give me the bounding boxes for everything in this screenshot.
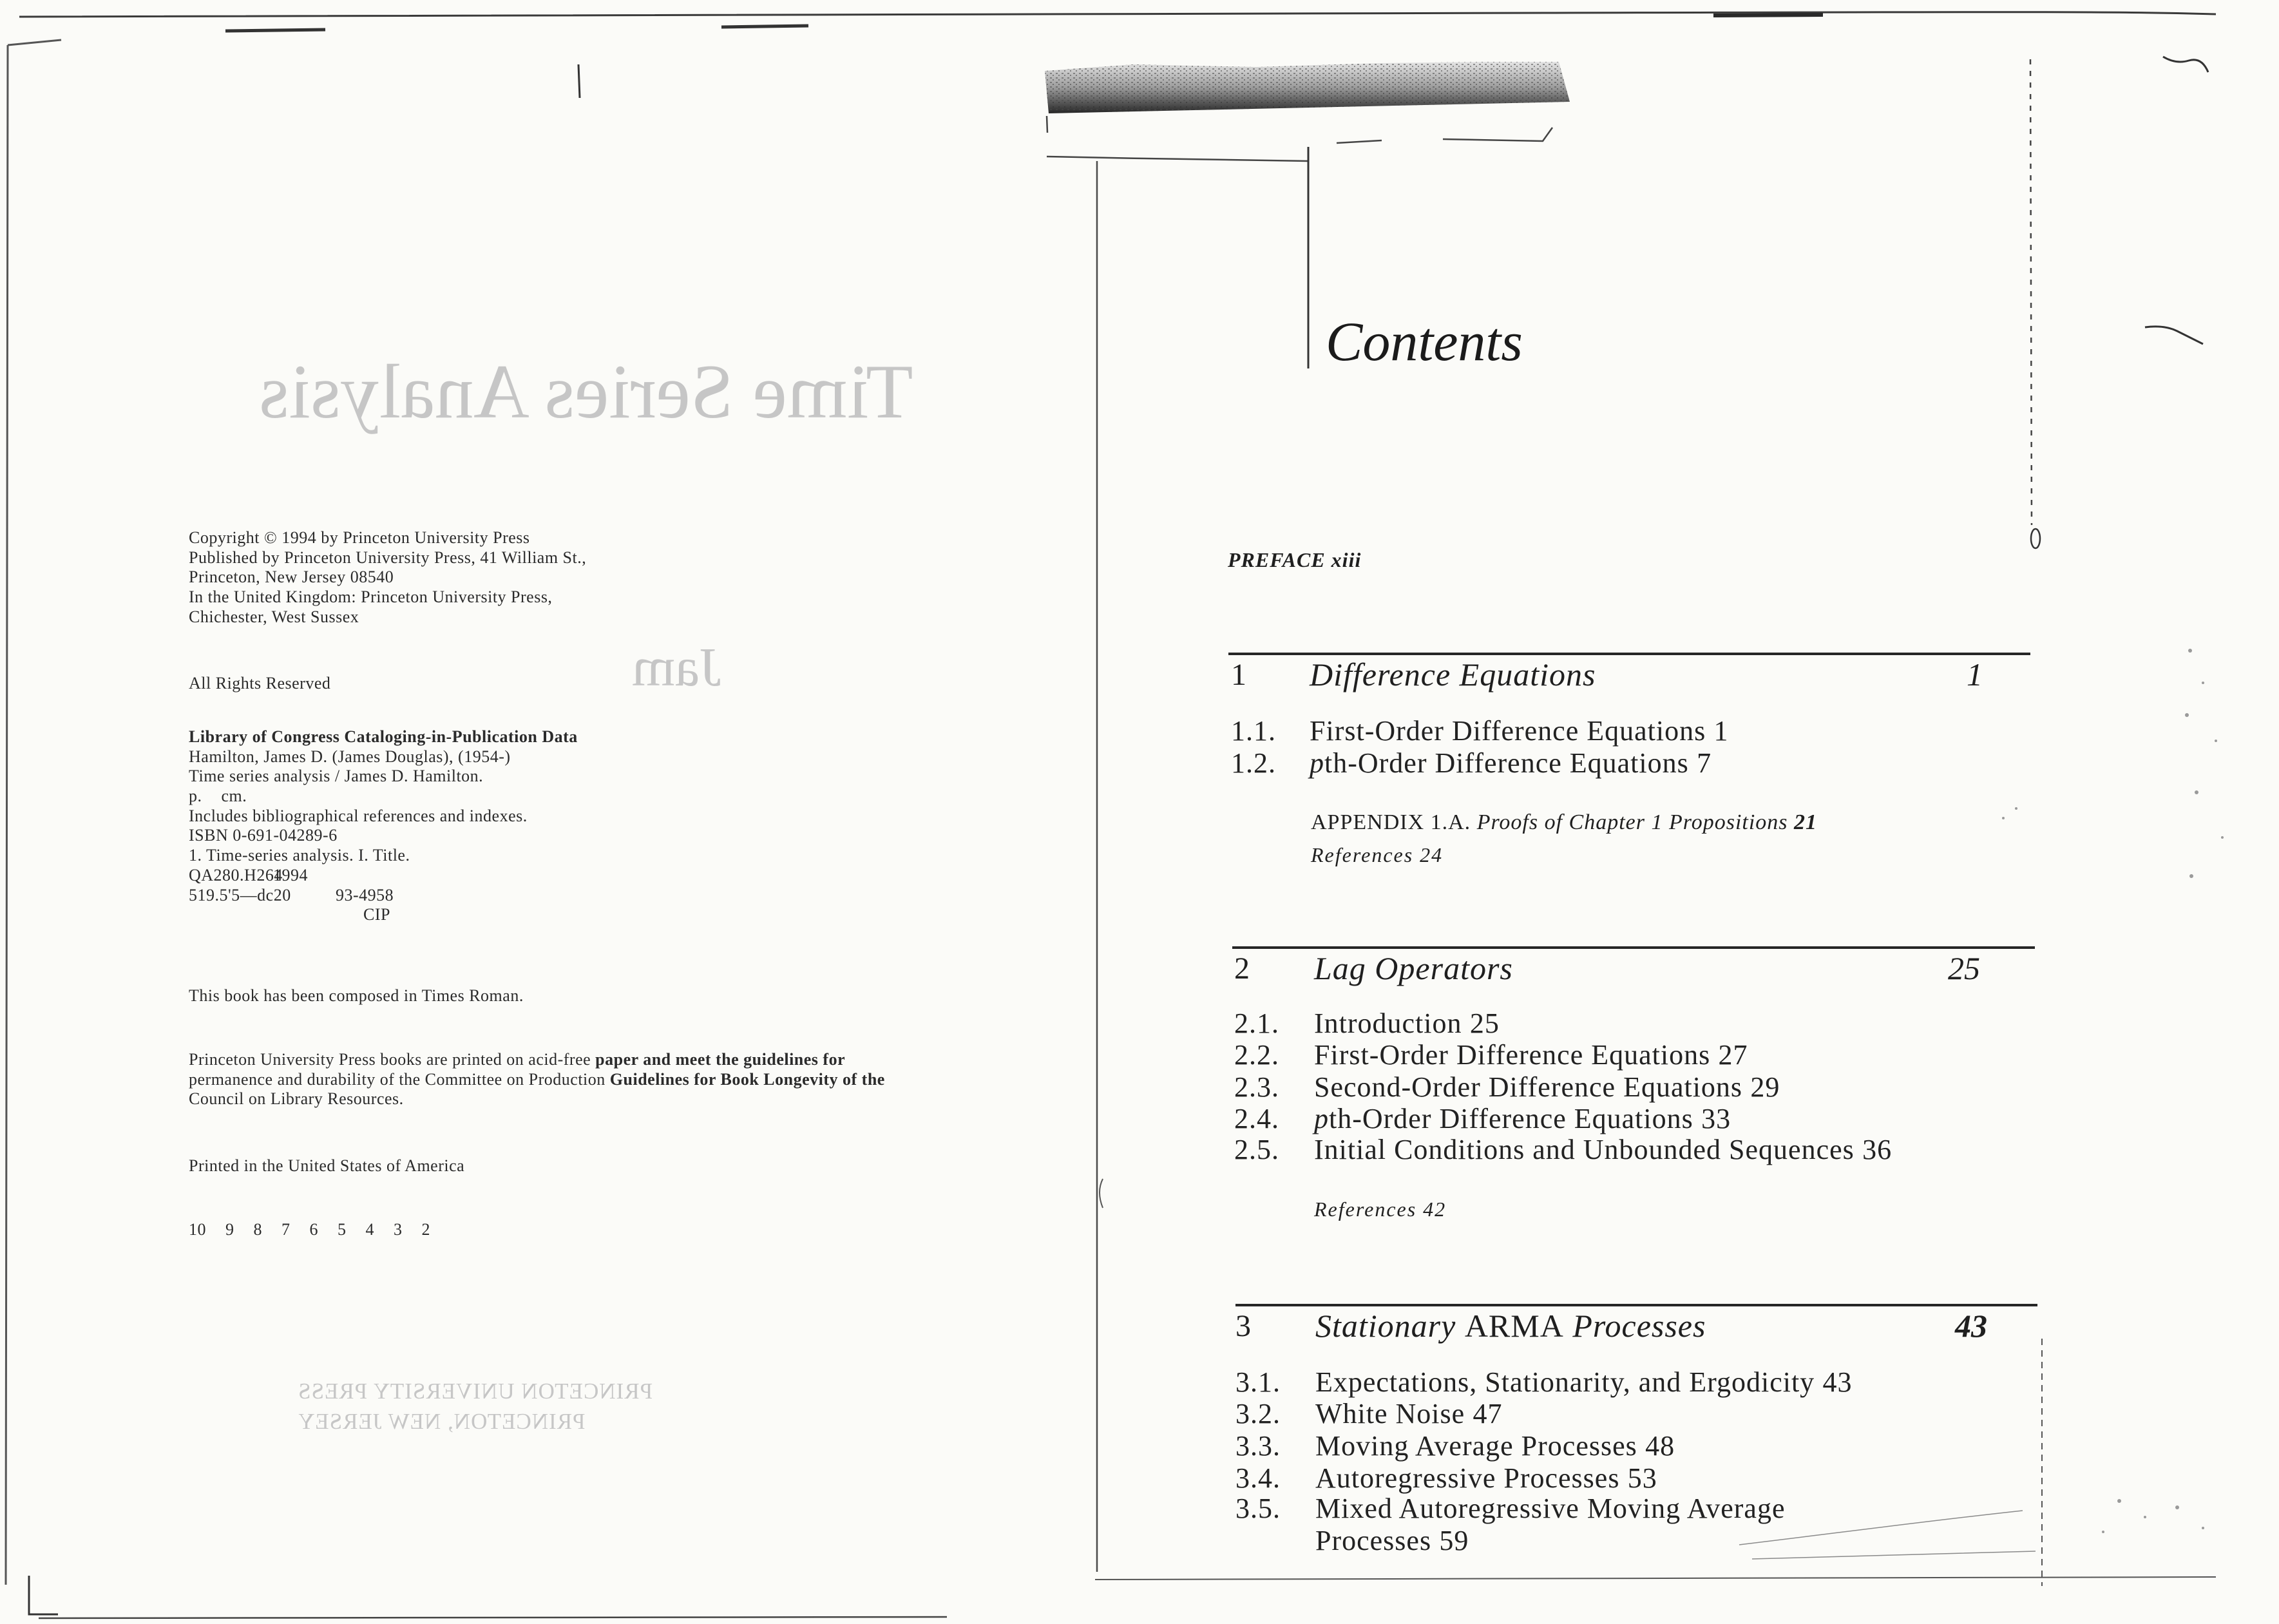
references-label: References <box>1311 843 1414 866</box>
section-title-italic-prefix: p <box>1314 1103 1329 1134</box>
cip-line: Time series analysis / James D. Hamilton. <box>189 767 484 786</box>
section-number: 2.2. <box>1234 1039 1279 1071</box>
chapter-page: 25 <box>1948 950 1980 986</box>
section-number: 2.4. <box>1234 1103 1279 1134</box>
section-number: 1.1. <box>1231 715 1276 747</box>
edge-squiggle <box>2163 57 2208 72</box>
left-edge-line <box>6 40 61 1585</box>
section-number: 3.5. <box>1235 1493 1281 1524</box>
section-title-continued: Processes <box>1315 1525 1432 1556</box>
cip-lccn: 93-4958 <box>336 885 394 904</box>
cip-heading: Library of Congress Cataloging-in-Publication Data <box>189 727 578 746</box>
cip-block <box>189 727 578 925</box>
section-number: 2.3. <box>1234 1071 1279 1103</box>
section-title-line <box>1314 1073 1780 1102</box>
section-title: th-Order Difference Equations <box>1324 747 1689 779</box>
section-page: 7 <box>1697 747 1712 779</box>
cip-call-number-line <box>189 866 578 886</box>
chapter-title: Difference Equations <box>1310 656 1596 693</box>
chapter-title: Lag Operators <box>1314 950 1513 986</box>
appendix-title: Proofs of Chapter 1 Propositions <box>1476 810 1788 834</box>
edge-speckles <box>2002 649 2224 1533</box>
composition-note <box>189 986 524 1006</box>
printed-in <box>189 1156 464 1176</box>
section-number: 3.2. <box>1235 1398 1281 1429</box>
chapter-rule <box>1228 653 2030 655</box>
chapter-page: 43 <box>1955 1308 1987 1344</box>
section-title: Introduction <box>1314 1008 1462 1039</box>
paper-note-line <box>189 1050 885 1070</box>
bleed-through-press-line: PRINCETON, NEW JERSEY <box>298 1409 586 1434</box>
section-title-italic-prefix: p <box>1310 747 1324 779</box>
cip-line: Includes bibliographical references and indexes. <box>189 806 528 825</box>
section-title: First-Order Difference Equations <box>1310 715 1706 747</box>
cip-line: Hamilton, James D. (James Douglas), (1954-) <box>189 747 511 766</box>
section-page: 59 <box>1439 1525 1469 1556</box>
references-entry <box>1314 1199 1446 1219</box>
paper-note-text: Council on Library Resources. <box>189 1089 404 1109</box>
chapter-number: 3 <box>1235 1309 1251 1343</box>
copyright-line: In the United Kingdom: Princeton University Press, <box>189 588 553 607</box>
section-title: First-Order Difference Equations <box>1314 1039 1711 1071</box>
section-title: Second-Order Difference Equations <box>1314 1071 1743 1103</box>
section-page: 43 <box>1822 1366 1853 1398</box>
section-title-line <box>1315 1400 1502 1428</box>
section-number: 2.5. <box>1234 1134 1279 1165</box>
section-title-line <box>1315 1432 1675 1460</box>
rights-statement <box>189 674 330 694</box>
appendix-label: APPENDIX 1.A. <box>1311 810 1471 834</box>
chapter-title-part: Processes <box>1572 1308 1706 1344</box>
appendix-page: 21 <box>1794 810 1818 834</box>
chapter-page: 1 <box>1967 656 1983 693</box>
section-page: 25 <box>1469 1008 1500 1039</box>
section-title-line <box>1315 1464 1657 1493</box>
chapter-number: 2 <box>1234 951 1250 986</box>
section-page: 33 <box>1701 1103 1731 1134</box>
printed-in-text: Printed in the United States of America <box>189 1156 465 1175</box>
paper-note-text: permanence and durability of the Committee on Production <box>189 1069 610 1089</box>
section-title: th-Order Difference Equations <box>1329 1103 1693 1134</box>
paper-note <box>189 1050 885 1109</box>
section-title: Moving Average Processes <box>1315 1430 1637 1462</box>
preface-page: xiii <box>1331 548 1362 571</box>
paper-note-line <box>189 1089 885 1109</box>
edge-squiggle <box>2145 327 2203 344</box>
section-title: Expectations, Stationarity, and Ergodicity <box>1315 1366 1815 1398</box>
top-border-line <box>19 12 2216 17</box>
section-page: 53 <box>1627 1462 1657 1494</box>
copyright-line: Princeton, New Jersey 08540 <box>189 568 394 587</box>
section-page: 27 <box>1718 1039 1748 1071</box>
section-number: 1.2. <box>1231 747 1276 779</box>
section-number: 3.3. <box>1235 1430 1281 1462</box>
bottom-corner-mark <box>29 1576 58 1614</box>
section-title-line <box>1315 1527 1469 1555</box>
paper-note-bold-text: Guidelines for Book Longevity of the <box>609 1069 885 1089</box>
tape-underlines <box>1047 116 1552 161</box>
section-page: 29 <box>1750 1071 1780 1103</box>
tape-scan-noise <box>1045 62 1570 113</box>
section-page: 48 <box>1645 1430 1675 1462</box>
cip-call-year: 1994 <box>273 865 308 884</box>
cip-line: ISBN 0-691-04289-6 <box>189 826 338 845</box>
printing-numbers: 10 9 8 7 6 5 4 3 2 <box>189 1220 430 1239</box>
section-title: Autoregressive Processes <box>1315 1462 1620 1494</box>
bottom-right-line <box>1095 1577 2216 1580</box>
section-title-line <box>1314 1009 1500 1038</box>
rights-text: All Rights Reserved <box>189 674 331 693</box>
section-title: Mixed Autoregressive Moving Average <box>1315 1493 1786 1524</box>
references-page: 42 <box>1423 1198 1447 1221</box>
left-page-mark <box>578 64 580 98</box>
cip-dewey-line <box>189 886 578 906</box>
copyright-block <box>189 528 586 627</box>
top-border-smudge <box>721 26 808 27</box>
references-entry <box>1311 845 1443 865</box>
section-title-line <box>1314 1041 1748 1069</box>
chapter-number: 1 <box>1231 658 1246 692</box>
right-dotted-line <box>2030 59 2032 525</box>
section-title: Initial Conditions and Unbounded Sequences <box>1314 1134 1855 1165</box>
section-title-line <box>1314 1105 1731 1133</box>
section-number: 3.4. <box>1235 1462 1281 1494</box>
paper-note-line <box>189 1070 885 1090</box>
copyright-line: Published by Princeton University Press, 41 William St., <box>189 548 587 567</box>
cip-call-number: QA280.H264 <box>189 865 283 884</box>
references-label: References <box>1314 1198 1417 1221</box>
gutter-bracket-mark <box>1100 1179 1103 1208</box>
chapter-title-part: Stationary <box>1315 1308 1456 1344</box>
appendix-entry <box>1311 812 1817 834</box>
section-page: 36 <box>1862 1134 1893 1165</box>
chapter-title <box>1315 1310 1706 1342</box>
preface-label: PREFACE <box>1228 548 1326 571</box>
section-title-line <box>1310 717 1729 745</box>
bleed-through-author: Jam <box>632 636 721 698</box>
chapter-rule <box>1235 1304 2037 1306</box>
cip-dewey: 519.5'5—dc20 <box>189 885 291 904</box>
page-title: Contents <box>1326 310 1523 372</box>
tape-scan-strip <box>1045 62 1570 113</box>
section-title-line <box>1314 1136 1892 1164</box>
chapter-title-part: ARMA <box>1464 1308 1564 1344</box>
paper-note-bold-text: paper and meet the guidelines for <box>595 1050 846 1069</box>
cip-line: 1. Time-series analysis. I. Title. <box>189 846 410 865</box>
references-page: 24 <box>1420 843 1444 866</box>
paper-note-text: Princeton University Press books are printed on acid-free <box>189 1050 596 1069</box>
section-title-line <box>1310 749 1712 778</box>
chapter-rule <box>1232 946 2035 949</box>
section-page: 1 <box>1713 715 1729 747</box>
bleed-through-title: Time Series Analysis <box>259 349 913 434</box>
copyright-line: Chichester, West Sussex <box>189 607 359 626</box>
printing-line <box>189 1220 430 1240</box>
bottom-left-line <box>39 1617 947 1618</box>
bleed-through-press-line: PRINCETON UNIVERSITY PRESS <box>298 1379 653 1404</box>
cip-line: p. cm. <box>189 787 247 806</box>
section-title: White Noise <box>1315 1398 1465 1429</box>
section-number: 2.1. <box>1234 1008 1279 1039</box>
section-title-line <box>1315 1368 1853 1397</box>
section-page: 47 <box>1473 1398 1503 1429</box>
cip-label: CIP <box>363 905 390 924</box>
preface-entry <box>1228 549 1361 570</box>
composition-text: This book has been composed in Times Roman. <box>189 986 524 1005</box>
copyright-line: Copyright © 1994 by Princeton University Press <box>189 528 530 547</box>
top-border-smudge <box>225 30 325 31</box>
section-number: 3.1. <box>1235 1366 1281 1398</box>
right-line-loop <box>2031 529 2040 548</box>
